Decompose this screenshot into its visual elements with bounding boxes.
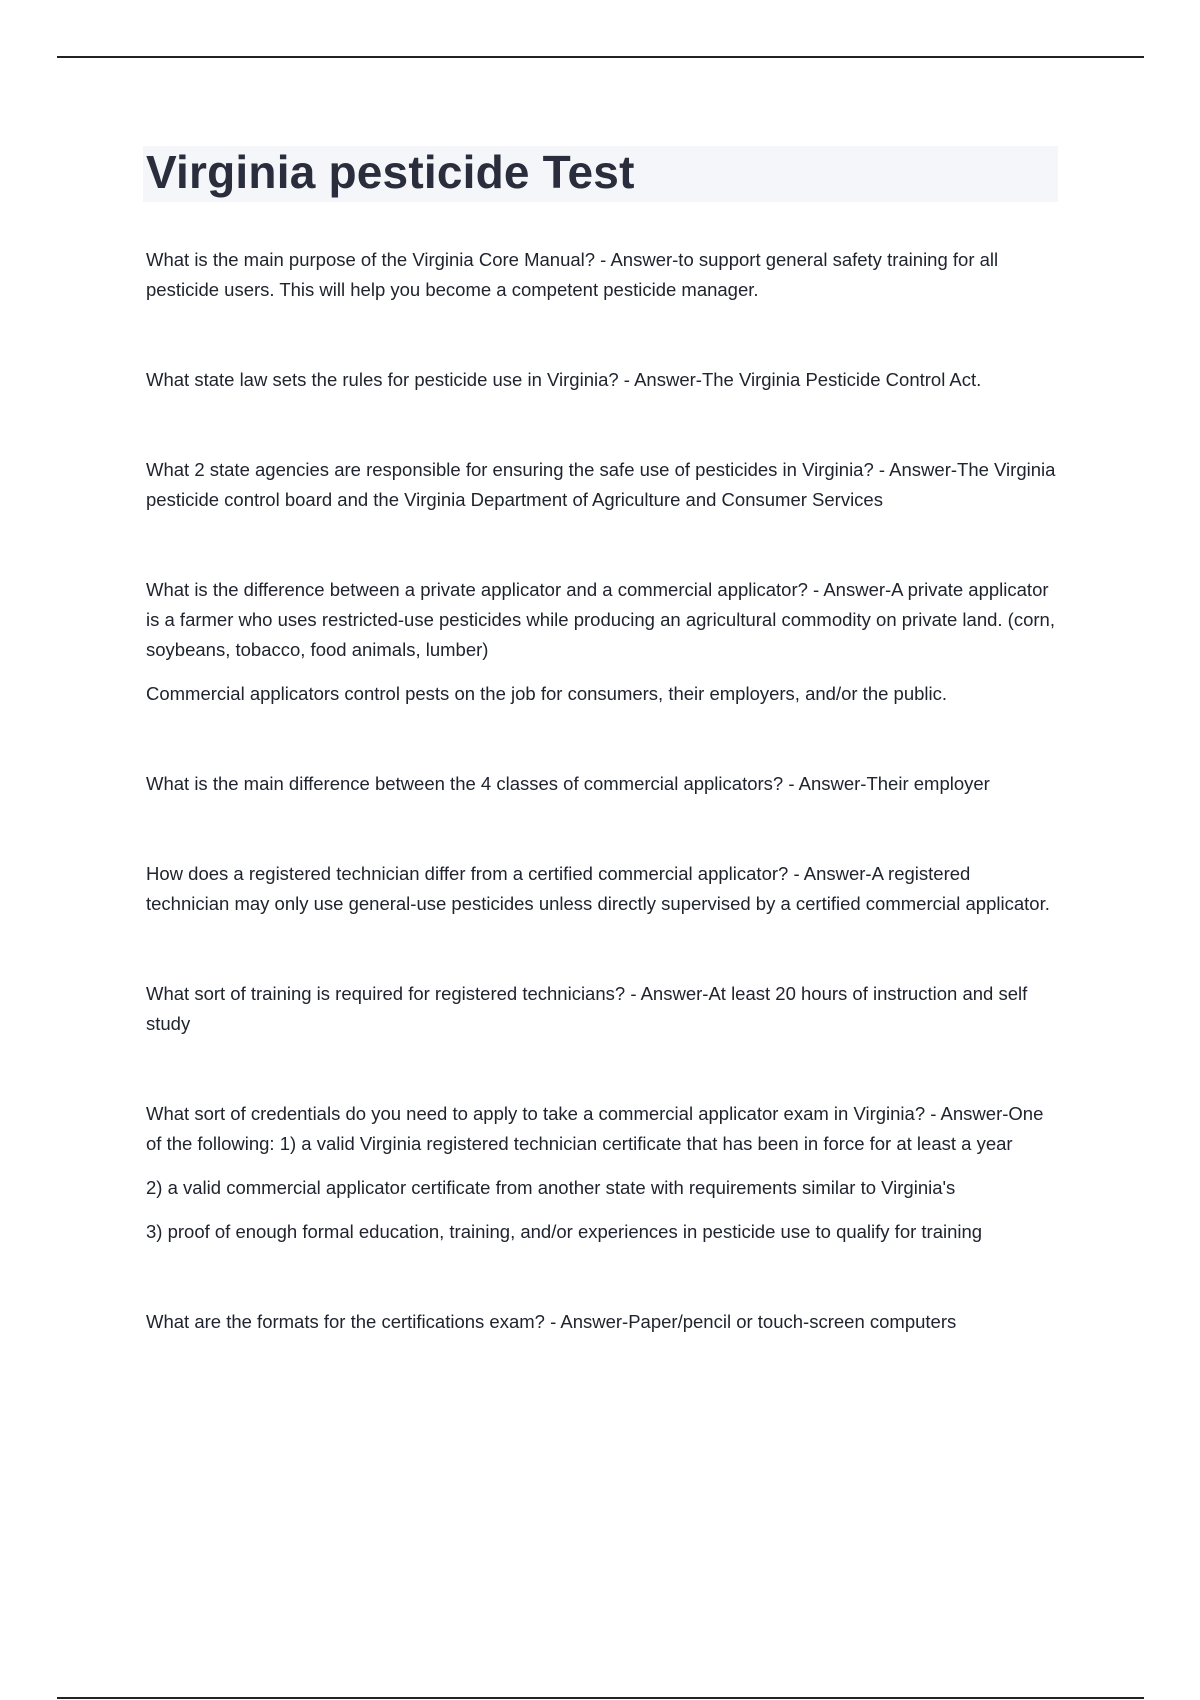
page-title: Virginia pesticide Test [146, 146, 635, 198]
qa-paragraph: What 2 state agencies are responsible for ensuring the safe use of pesticides in Virginia? - Answer-The Virginia pesticide control board and the Virginia Department of Agriculture and Consumer Services [146, 459, 1056, 510]
qa-paragraph: What sort of training is required for registered technicians? - Answer-At least 20 hours of instruction and self study [146, 983, 1028, 1034]
qa-paragraph: How does a registered technician differ from a certified commercial applicator? - Answer-A registered technician may only use general-use pesticides unless directly supervised by a certified commercial applicator. [146, 863, 1050, 914]
top-rule [57, 56, 1144, 58]
qa-item [146, 979, 1058, 1039]
qa-item [146, 769, 1058, 799]
qa-paragraph: What are the formats for the certifications exam? - Answer-Paper/pencil or touch-screen computers [146, 1311, 957, 1332]
qa-paragraph: What is the main difference between the 4 classes of commercial applicators? - Answer-Their employer [146, 773, 990, 794]
qa-list [146, 245, 1058, 1397]
qa-item [146, 1099, 1058, 1247]
qa-item [146, 575, 1058, 709]
qa-paragraph: What is the main purpose of the Virginia Core Manual? - Answer-to support general safety training for all pesticide users. This will help you become a competent pesticide manager. [146, 249, 999, 300]
qa-paragraph: Commercial applicators control pests on the job for consumers, their employers, and/or the public. [146, 683, 948, 704]
qa-paragraph: What sort of credentials do you need to apply to take a commercial applicator exam in Virginia? - Answer-One of the following: 1) a valid Virginia registered technician certificate that has been in force for at least a year [146, 1103, 1044, 1154]
qa-item [146, 1307, 1058, 1337]
qa-paragraph: What state law sets the rules for pesticide use in Virginia? - Answer-The Virginia Pesticide Control Act. [146, 369, 982, 390]
bottom-rule [57, 1697, 1144, 1699]
qa-item [146, 455, 1058, 515]
qa-paragraph: 2) a valid commercial applicator certificate from another state with requirements similar to Virginia's [146, 1177, 956, 1198]
qa-item [146, 365, 1058, 395]
qa-paragraph: 3) proof of enough formal education, training, and/or experiences in pesticide use to qualify for training [146, 1221, 983, 1242]
qa-item [146, 859, 1058, 919]
qa-item [146, 245, 1058, 305]
qa-paragraph: What is the difference between a private applicator and a commercial applicator? - Answer-A private applicator is a farmer who uses restricted-use pesticides while producing an agricultural commodity on private land. (corn, soybeans, tobacco, food animals, lumber) [146, 579, 1055, 660]
